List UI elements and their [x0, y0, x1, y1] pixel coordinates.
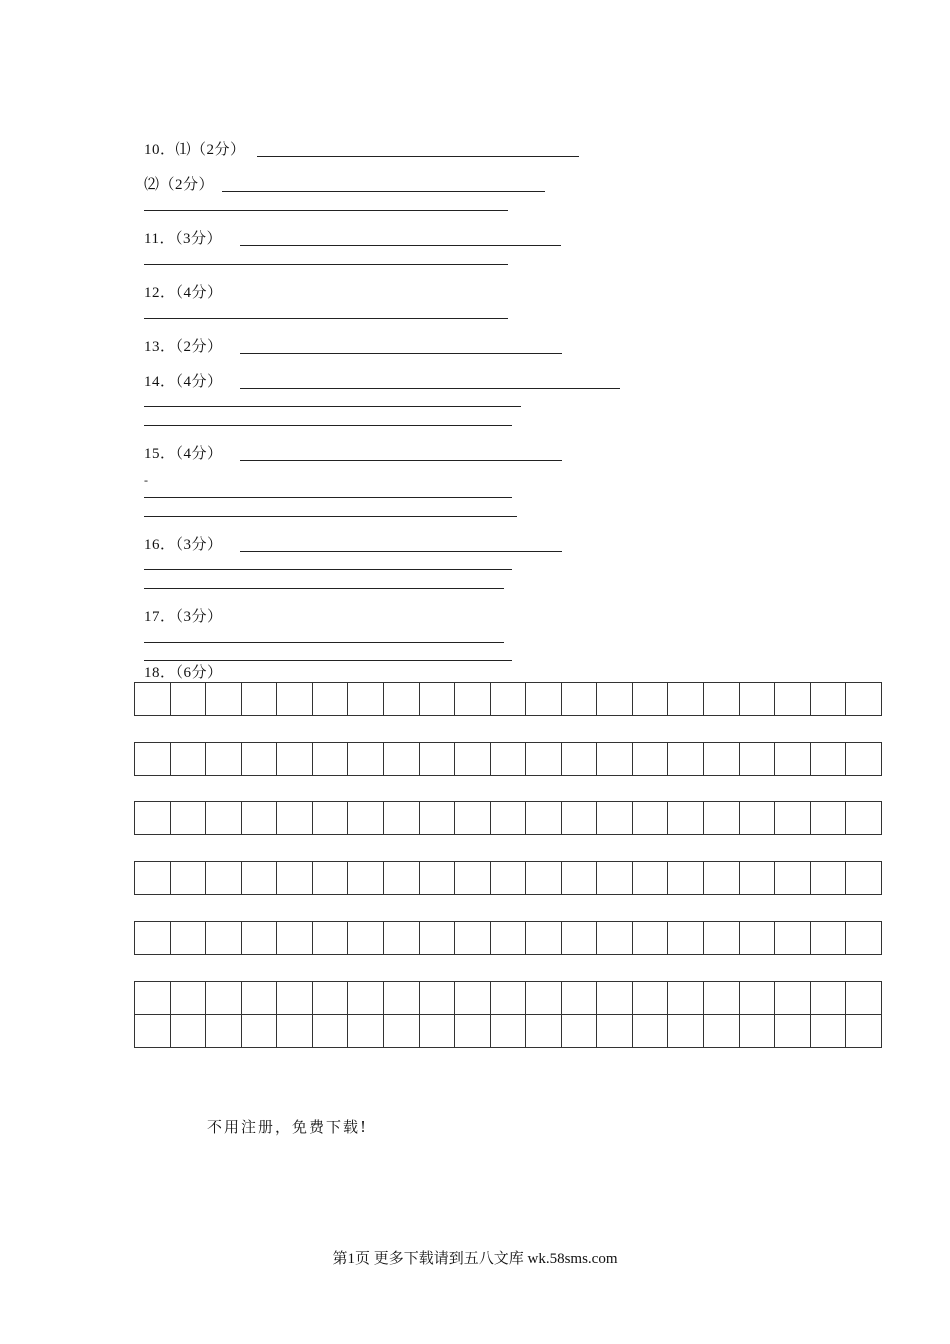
grid-cell[interactable]	[383, 862, 419, 895]
grid-cell[interactable]	[668, 743, 704, 776]
grid-cell[interactable]	[277, 802, 313, 835]
grid-cell[interactable]	[632, 922, 668, 955]
grid-cell[interactable]	[135, 862, 171, 895]
grid-cell[interactable]	[632, 683, 668, 716]
question-10-part2-label: ⑵（2分）	[144, 177, 215, 193]
grid-cell[interactable]	[597, 922, 633, 955]
answer-line[interactable]	[144, 264, 508, 265]
grid-cell[interactable]	[241, 1015, 277, 1048]
grid-cell[interactable]	[383, 1015, 419, 1048]
answer-line[interactable]	[240, 353, 562, 354]
grid-cell[interactable]	[846, 862, 882, 895]
grid-cell[interactable]	[775, 862, 811, 895]
grid-cell[interactable]	[668, 802, 704, 835]
grid-cell[interactable]	[810, 683, 846, 716]
grid-cell[interactable]	[490, 1015, 526, 1048]
grid-cell[interactable]	[561, 862, 597, 895]
grid-cell[interactable]	[704, 862, 740, 895]
grid-cell[interactable]	[632, 802, 668, 835]
question-14-label: 14．（4分）	[144, 374, 223, 390]
grid-cell[interactable]	[775, 743, 811, 776]
grid-cell[interactable]	[561, 683, 597, 716]
grid-cell[interactable]	[348, 743, 384, 776]
grid-cell[interactable]	[455, 802, 491, 835]
grid-cell[interactable]	[135, 802, 171, 835]
grid-cell[interactable]	[810, 982, 846, 1015]
grid-cell[interactable]	[135, 922, 171, 955]
grid-cell[interactable]	[419, 1015, 455, 1048]
grid-cell[interactable]	[810, 743, 846, 776]
grid-cell[interactable]	[206, 1015, 242, 1048]
answer-line[interactable]	[144, 588, 504, 589]
grid-cell[interactable]	[846, 743, 882, 776]
answer-line[interactable]	[240, 245, 561, 246]
grid-cell[interactable]	[455, 922, 491, 955]
free-download-note: 不用注册，免费下载!	[207, 1118, 369, 1136]
grid-cell[interactable]	[526, 922, 562, 955]
answer-line[interactable]	[144, 318, 508, 319]
grid-cell[interactable]	[277, 743, 313, 776]
grid-cell[interactable]	[561, 743, 597, 776]
grid-cell[interactable]	[526, 802, 562, 835]
grid-cell[interactable]	[135, 1015, 171, 1048]
question-15-label: 15．（4分）	[144, 446, 223, 462]
question-10-part1-label: 10．⑴（2分）	[144, 142, 246, 158]
grid-cell[interactable]	[383, 982, 419, 1015]
answer-line[interactable]	[144, 516, 517, 517]
grid-cell[interactable]	[739, 982, 775, 1015]
grid-cell[interactable]	[170, 922, 206, 955]
grid-cell[interactable]	[277, 683, 313, 716]
grid-cell[interactable]	[170, 1015, 206, 1048]
writing-grid-row-1[interactable]	[134, 682, 882, 716]
grid-cell[interactable]	[383, 922, 419, 955]
grid-cell[interactable]	[846, 683, 882, 716]
grid-cell[interactable]	[668, 922, 704, 955]
grid-cell[interactable]	[561, 802, 597, 835]
writing-grid-row-5[interactable]	[134, 921, 882, 955]
grid-cell[interactable]	[170, 743, 206, 776]
grid-cell[interactable]	[739, 743, 775, 776]
answer-line[interactable]	[257, 156, 579, 157]
answer-line[interactable]	[240, 460, 562, 461]
grid-cell[interactable]	[704, 922, 740, 955]
grid-cell[interactable]	[383, 802, 419, 835]
writing-grid-row-3[interactable]	[134, 801, 882, 835]
grid-cell[interactable]	[419, 683, 455, 716]
answer-line[interactable]	[144, 425, 512, 426]
grid-cell[interactable]	[348, 982, 384, 1015]
grid-cell[interactable]	[135, 982, 171, 1015]
answer-line[interactable]	[240, 551, 562, 552]
grid-cell[interactable]	[206, 862, 242, 895]
grid-cell[interactable]	[312, 743, 348, 776]
grid-cell[interactable]	[455, 862, 491, 895]
grid-cell[interactable]	[775, 982, 811, 1015]
question-16-label: 16．（3分）	[144, 537, 223, 553]
grid-cell[interactable]	[455, 982, 491, 1015]
grid-cell[interactable]	[739, 922, 775, 955]
answer-line[interactable]	[240, 388, 620, 389]
grid-cell[interactable]	[526, 1015, 562, 1048]
grid-cell[interactable]	[526, 862, 562, 895]
grid-cell[interactable]	[561, 922, 597, 955]
grid-cell[interactable]	[597, 802, 633, 835]
grid-cell[interactable]	[632, 1015, 668, 1048]
grid-cell[interactable]	[348, 862, 384, 895]
grid-cell[interactable]	[277, 922, 313, 955]
question-12-label: 12．（4分）	[144, 285, 223, 301]
grid-cell[interactable]	[419, 922, 455, 955]
grid-cell[interactable]	[810, 802, 846, 835]
writing-grid-row-2[interactable]	[134, 742, 882, 776]
grid-cell[interactable]	[490, 862, 526, 895]
grid-cell[interactable]	[704, 982, 740, 1015]
grid-cell[interactable]	[135, 683, 171, 716]
grid-cell[interactable]	[561, 1015, 597, 1048]
grid-cell[interactable]	[846, 1015, 882, 1048]
grid-cell[interactable]	[312, 802, 348, 835]
grid-cell[interactable]	[348, 1015, 384, 1048]
grid-cell[interactable]	[775, 1015, 811, 1048]
grid-cell[interactable]	[846, 982, 882, 1015]
answer-line[interactable]	[144, 569, 512, 570]
answer-line[interactable]	[222, 191, 545, 192]
answer-line[interactable]	[144, 642, 504, 643]
grid-cell[interactable]	[419, 743, 455, 776]
grid-cell[interactable]	[490, 922, 526, 955]
grid-cell[interactable]	[455, 743, 491, 776]
grid-cell[interactable]	[597, 683, 633, 716]
question-18-label: 18．（6分）	[144, 665, 223, 681]
grid-cell[interactable]	[597, 1015, 633, 1048]
grid-cell[interactable]	[348, 683, 384, 716]
grid-cell[interactable]	[846, 802, 882, 835]
grid-cell[interactable]	[561, 982, 597, 1015]
grid-cell[interactable]	[312, 683, 348, 716]
grid-cell[interactable]	[526, 982, 562, 1015]
answer-line[interactable]	[144, 406, 521, 407]
grid-cell[interactable]	[526, 683, 562, 716]
grid-cell[interactable]	[170, 982, 206, 1015]
answer-line[interactable]	[144, 660, 512, 661]
grid-cell[interactable]	[668, 982, 704, 1015]
grid-cell[interactable]	[277, 1015, 313, 1048]
grid-cell[interactable]	[739, 802, 775, 835]
grid-cell[interactable]	[348, 802, 384, 835]
grid-cell[interactable]	[277, 862, 313, 895]
question-11-label: 11．（3分）	[144, 231, 222, 247]
grid-cell[interactable]	[419, 982, 455, 1015]
grid-cell[interactable]	[170, 862, 206, 895]
grid-cell[interactable]	[490, 743, 526, 776]
grid-cell[interactable]	[668, 683, 704, 716]
grid-cell[interactable]	[206, 743, 242, 776]
grid-cell[interactable]	[704, 802, 740, 835]
answer-line[interactable]	[144, 497, 512, 498]
grid-cell[interactable]	[135, 743, 171, 776]
grid-cell[interactable]	[419, 862, 455, 895]
grid-cell[interactable]	[241, 683, 277, 716]
grid-cell[interactable]	[312, 922, 348, 955]
grid-cell[interactable]	[632, 862, 668, 895]
grid-cell[interactable]	[775, 922, 811, 955]
grid-cell[interactable]	[490, 982, 526, 1015]
grid-cell[interactable]	[241, 982, 277, 1015]
grid-cell[interactable]	[383, 743, 419, 776]
grid-cell[interactable]	[704, 743, 740, 776]
stray-dash: -	[144, 473, 148, 487]
grid-cell[interactable]	[490, 802, 526, 835]
grid-cell[interactable]	[383, 683, 419, 716]
grid-cell[interactable]	[312, 862, 348, 895]
grid-cell[interactable]	[632, 743, 668, 776]
page-footer: 第1页 更多下载请到五八文库 wk.58sms.com	[332, 1251, 618, 1267]
grid-cell[interactable]	[348, 922, 384, 955]
grid-cell[interactable]	[810, 862, 846, 895]
grid-cell[interactable]	[206, 922, 242, 955]
grid-cell[interactable]	[419, 802, 455, 835]
grid-cell[interactable]	[312, 1015, 348, 1048]
grid-cell[interactable]	[277, 982, 313, 1015]
grid-cell[interactable]	[597, 743, 633, 776]
grid-cell[interactable]	[597, 982, 633, 1015]
grid-cell[interactable]	[241, 743, 277, 776]
writing-grid-double-row[interactable]	[134, 981, 882, 1048]
grid-cell[interactable]	[455, 1015, 491, 1048]
grid-cell[interactable]	[704, 683, 740, 716]
grid-cell[interactable]	[704, 1015, 740, 1048]
grid-cell[interactable]	[312, 982, 348, 1015]
grid-cell[interactable]	[810, 922, 846, 955]
grid-cell[interactable]	[597, 862, 633, 895]
grid-cell[interactable]	[455, 683, 491, 716]
grid-cell[interactable]	[241, 862, 277, 895]
answer-line[interactable]	[144, 210, 508, 211]
grid-cell[interactable]	[206, 683, 242, 716]
grid-cell[interactable]	[206, 982, 242, 1015]
grid-cell[interactable]	[170, 683, 206, 716]
grid-cell[interactable]	[775, 802, 811, 835]
grid-cell[interactable]	[206, 802, 242, 835]
grid-cell[interactable]	[241, 802, 277, 835]
grid-cell[interactable]	[632, 982, 668, 1015]
grid-cell[interactable]	[810, 1015, 846, 1048]
grid-cell[interactable]	[526, 743, 562, 776]
writing-grid-row-4[interactable]	[134, 861, 882, 895]
grid-cell[interactable]	[739, 862, 775, 895]
grid-cell[interactable]	[490, 683, 526, 716]
grid-cell[interactable]	[668, 862, 704, 895]
grid-cell[interactable]	[668, 1015, 704, 1048]
grid-cell[interactable]	[241, 922, 277, 955]
question-17-label: 17．（3分）	[144, 609, 223, 625]
grid-cell[interactable]	[739, 1015, 775, 1048]
grid-cell[interactable]	[846, 922, 882, 955]
grid-cell[interactable]	[170, 802, 206, 835]
question-13-label: 13．（2分）	[144, 339, 223, 355]
grid-cell[interactable]	[775, 683, 811, 716]
grid-cell[interactable]	[739, 683, 775, 716]
